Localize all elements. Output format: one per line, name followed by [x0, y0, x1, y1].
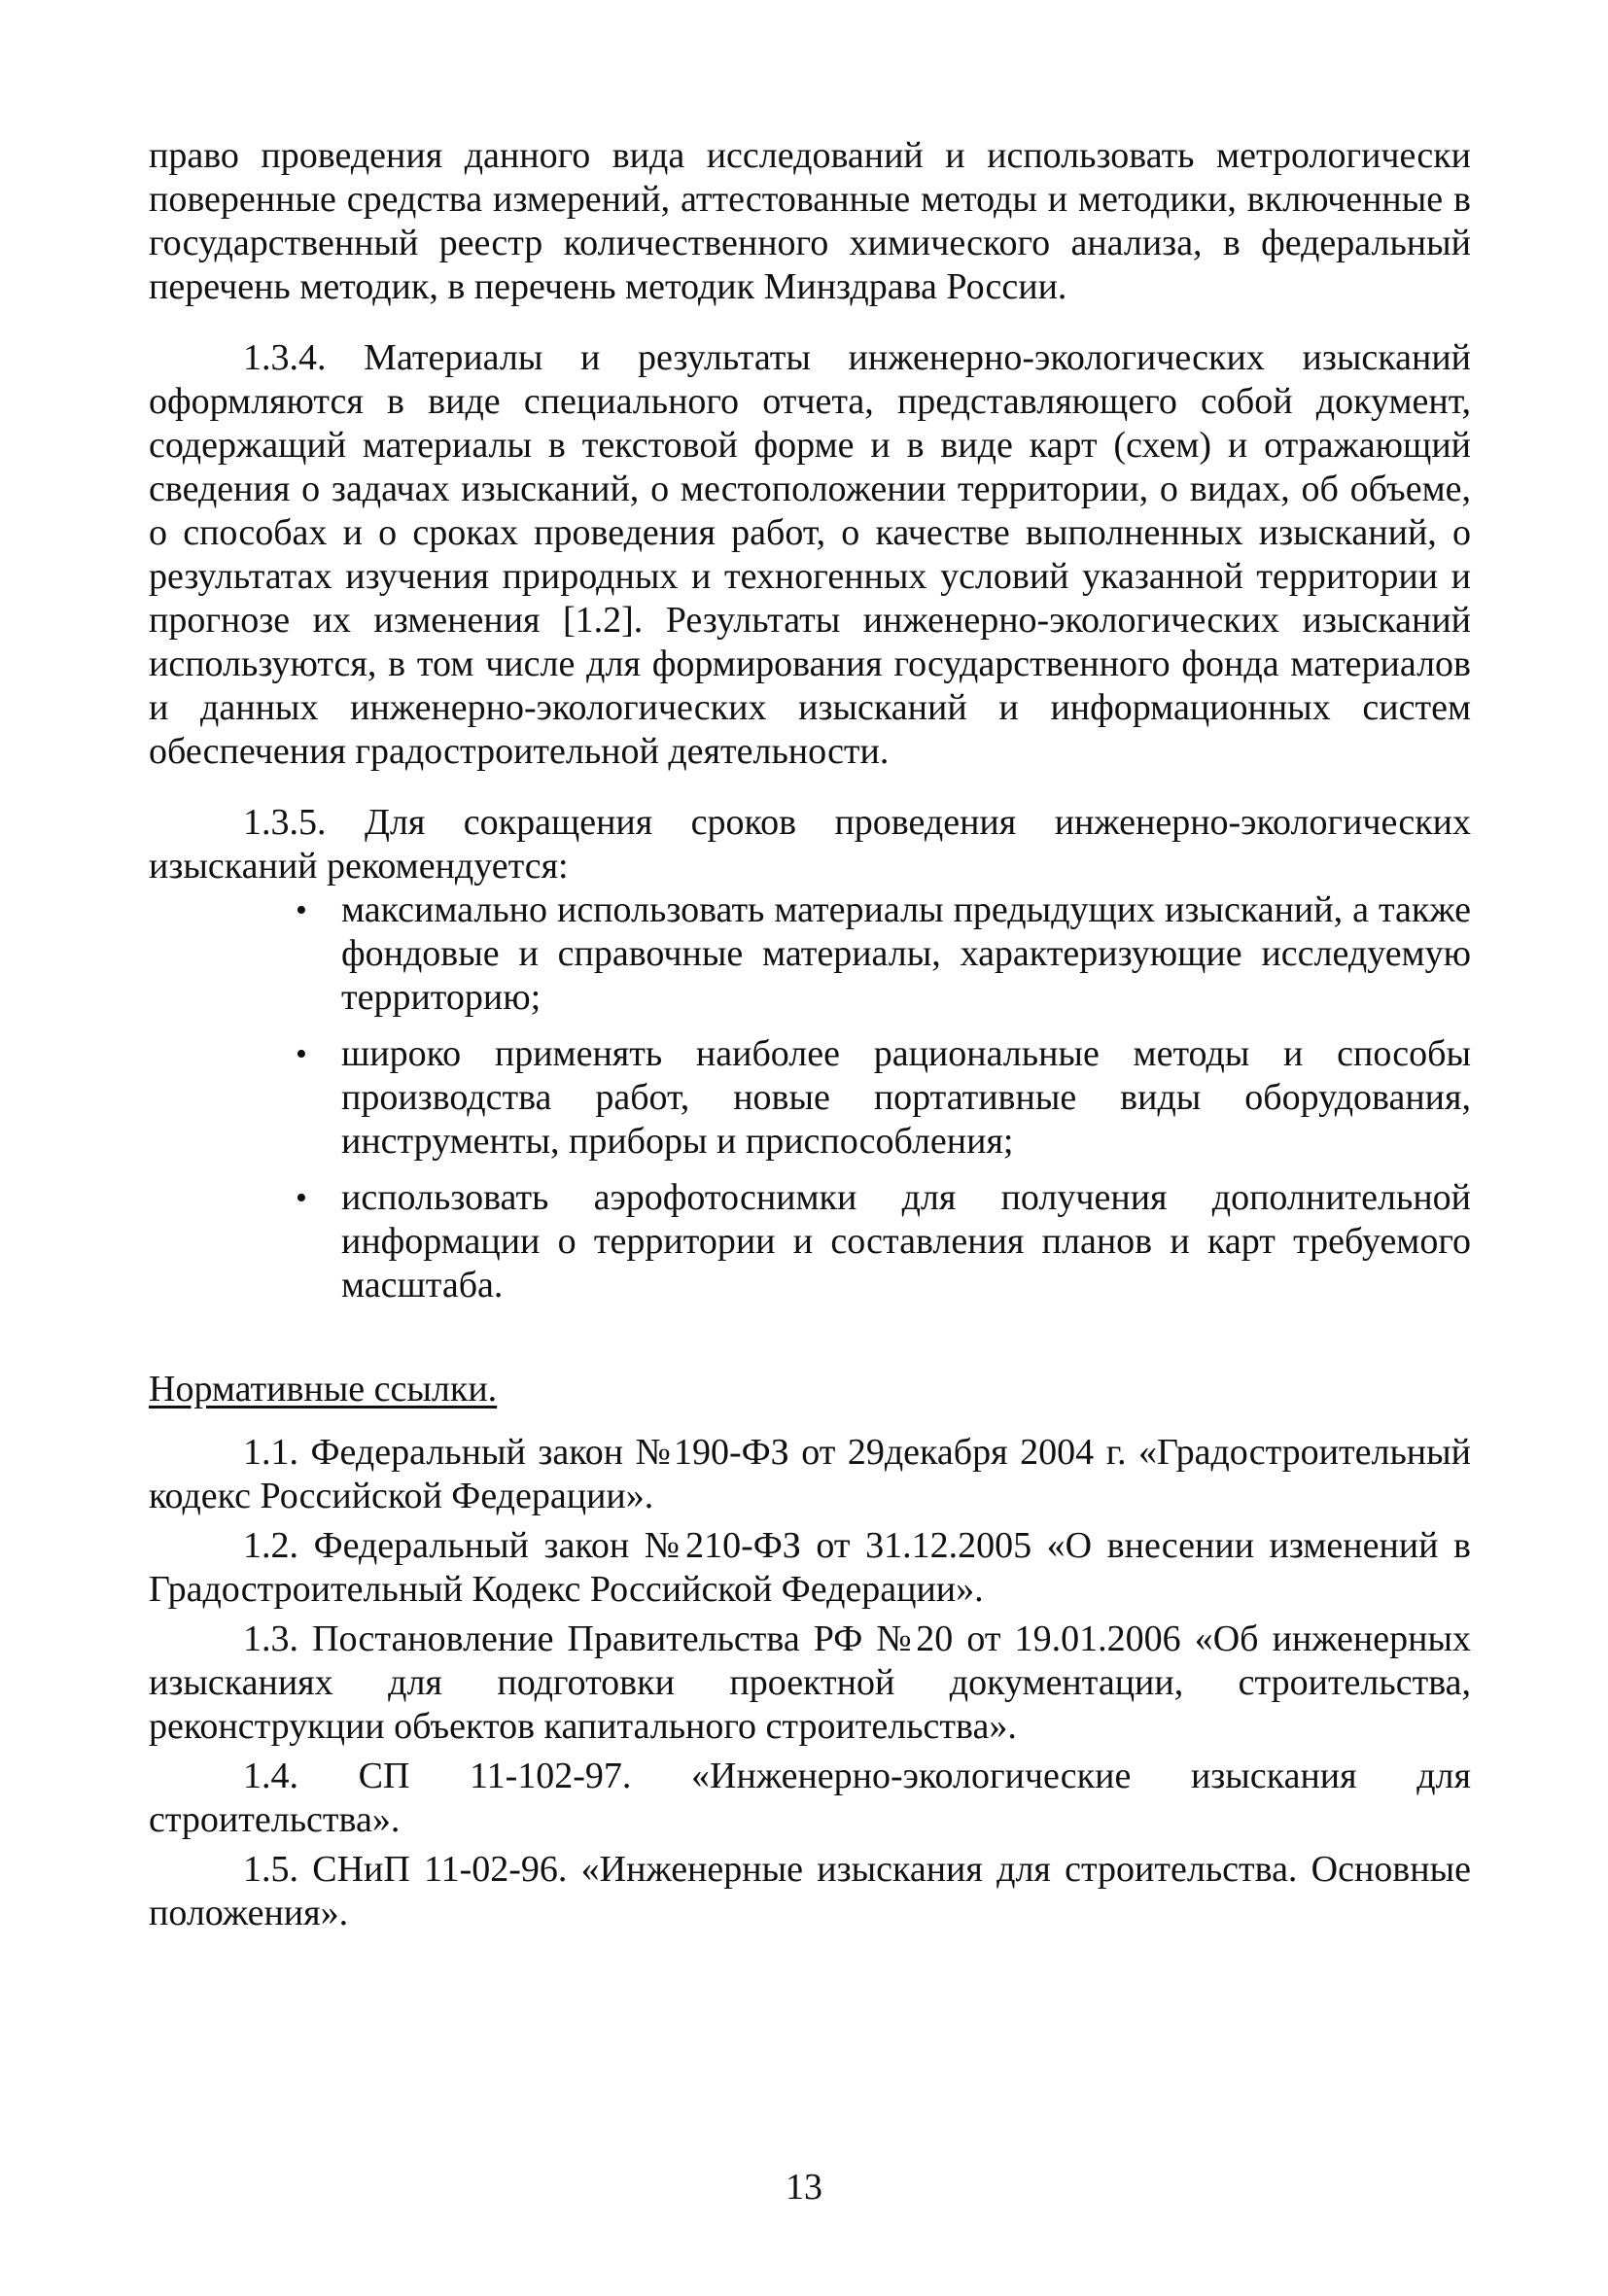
section-1-3-4-paragraph: 1.3.4. Материалы и результаты инженерно-экологических изысканий оформляются в виде специального отчета, представляющего собой документ, содержащий материалы в текстовой форме и в виде карт (схем) и отражающий сведения о задачах изысканий, о местоположении территории, о видах, об объеме, о способах и о сроках проведения работ, о качестве выполненных изысканий, о результатах изучения природных и техногенных условий указанной территории и прогнозе их изменения [1.2]. Результаты инженерно-экологических изысканий используются, в том числе для формирования государственного фонда материалов и данных инженерно-экологических изысканий и информационных систем обеспечения градостроительной деятельности.: [149, 337, 1471, 772]
intro-paragraph: право проведения данного вида исследований и использовать метрологически поверенные средства измерений, аттестованные методы и методики, включенные в государственный реестр количественного химического анализа, в федеральный перечень методик, в перечень методик Минздрава России.: [149, 135, 1471, 307]
recommendations-list: [149, 888, 1471, 1307]
reference-item: 1.5. СНиП 11-02-96. «Инженерные изыскания для строительства. Основные положения».: [149, 1849, 1471, 1933]
list-item: [149, 888, 1471, 1020]
reference-item: 1.2. Федеральный закон №210-ФЗ от 31.12.2005 «О внесении изменений в Градостроительный Кодекс Российской Федерации».: [149, 1525, 1471, 1610]
page-body: [149, 134, 1471, 1941]
bullet-icon: •: [296, 1180, 307, 1216]
list-item: [149, 1176, 1471, 1307]
reference-item: 1.4. СП 11-102-97. «Инженерно-экологические изыскания для строительства».: [149, 1756, 1471, 1840]
reference-item: 1.1. Федеральный закон №190-ФЗ от 29декабря 2004 г. «Градостроительный кодекс Российской Федерации».: [149, 1432, 1471, 1516]
references-heading: Нормативные ссылки.: [149, 1369, 498, 1409]
list-item-text: широко применять наиболее рациональные методы и способы производства работ, новые портативные виды оборудования, инструменты, приборы и приспособления;: [341, 1033, 1471, 1162]
list-item: [149, 1032, 1471, 1164]
bullet-icon: •: [296, 892, 307, 928]
reference-item: 1.3. Постановление Правительства РФ №20 от 19.01.2006 «Об инженерных изысканиях для подготовки проектной документации, строительства, реконструкции объектов капитального строительства».: [149, 1618, 1471, 1747]
page-number: 13: [786, 2167, 822, 2208]
list-item-text: использовать аэрофотоснимки для получения дополнительной информации о территории и составления планов и карт требуемого масштаба.: [341, 1177, 1471, 1305]
bullet-icon: •: [296, 1036, 307, 1072]
section-1-3-5-paragraph: 1.3.5. Для сокращения сроков проведения инженерно-экологических изысканий рекомендуется:: [149, 802, 1471, 887]
list-item-text: максимально использовать материалы предыдущих изысканий, а также фондовые и справочные материалы, характеризующие исследуемую территорию;: [341, 889, 1471, 1018]
